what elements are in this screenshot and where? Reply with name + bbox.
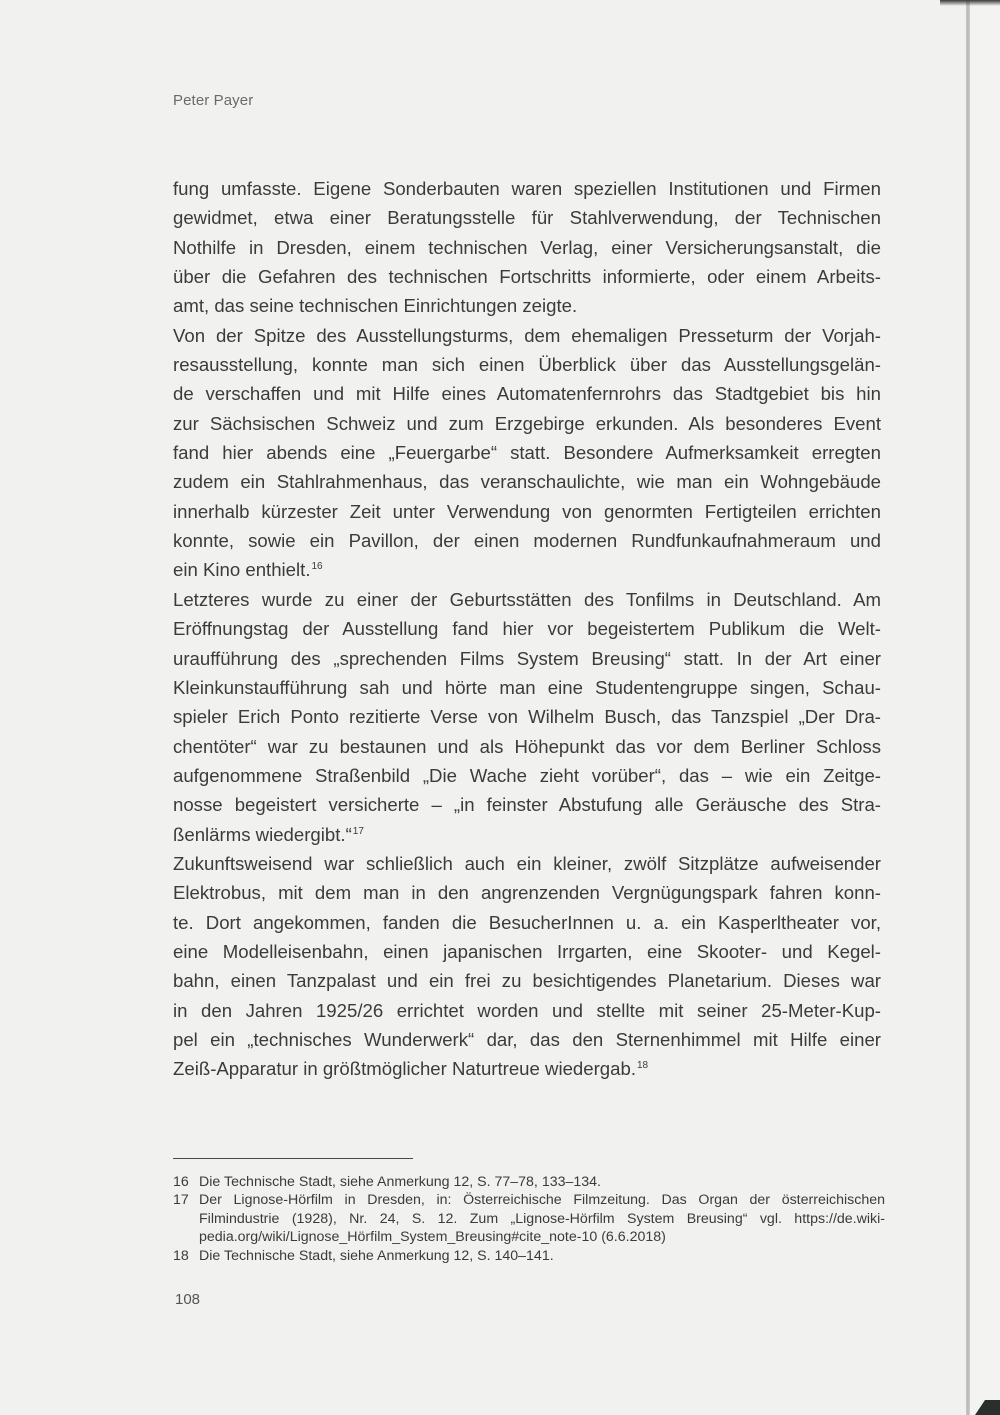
text-line: bahn, einen Tanzpalast und ein frei zu besichtigendes Planetarium. Dieses war <box>173 970 881 992</box>
footnote-ref[interactable]: 16 <box>311 561 323 573</box>
footnote-number: 18 <box>173 1247 189 1264</box>
footnote-line: Der Lignose-Hörfilm in Dresden, in: Österreichische Filmzeitung. Das Organ der österreichischen <box>199 1192 885 1209</box>
footnote-line-with-url[interactable]: Filmindustrie (1928), Nr. 24, S. 12. Zum „Lignose-Hörfilm System Breusing“ vgl. https://de.wiki- <box>199 1210 885 1227</box>
text-line: Zeiß-Apparatur in größtmöglicher Naturtreue wiedergab. <box>173 1058 636 1080</box>
text-line: resausstellung, konnte man sich einen Überblick über das Ausstellungsgelän- <box>173 354 881 376</box>
text-line: eine Modelleisenbahn, einen japanischen Irrgarten, eine Skooter- und Kegel- <box>173 940 881 962</box>
text-line: über die Gefahren des technischen Fortschritts informierte, oder einem Arbeits- <box>173 266 881 288</box>
text-line: spieler Erich Ponto rezitierte Verse von Wilhelm Busch, das Tanzspiel „Der Dra- <box>173 706 881 728</box>
footnote-line: Die Technische Stadt, siehe Anmerkung 12, S. 77–78, 133–134. <box>199 1174 601 1190</box>
footnote-line: Die Technische Stadt, siehe Anmerkung 12, S. 140–141. <box>199 1247 554 1264</box>
text-line: aufgenommene Straßenbild „Die Wache zieht vorüber“, das – wie ein Zeitge- <box>173 764 881 786</box>
text-line: pel ein „technisches Wunderwerk“ dar, das den Sternenhimmel mit Hilfe einer <box>173 1028 881 1050</box>
text-line: uraufführung des „sprechenden Films System Breusing“ statt. In der Art einer <box>173 647 881 669</box>
text-line: ßenlärms wiedergibt.“ <box>173 823 352 845</box>
footnote-16 <box>173 1173 885 1191</box>
text-line: fung umfasste. Eigene Sonderbauten waren speziellen Institutionen und Firmen <box>173 178 881 199</box>
text-line: Zukunftsweisend war schließlich auch ein kleiner, zwölf Sitzplätze aufweisender <box>173 852 881 874</box>
footnote-text <box>199 1191 885 1246</box>
text-line: de verschaffen und mit Hilfe eines Automatenfernrohrs das Stadtgebiet bis hin <box>173 383 881 405</box>
text-line: konnte, sowie ein Pavillon, der einen modernen Rundfunkaufnahmeraum und <box>173 530 881 552</box>
paragraph <box>173 174 881 321</box>
text-line: fand hier abends eine „Feuergarbe“ statt. Besondere Aufmerksamkeit erregten <box>173 442 881 464</box>
text-line: amt, das seine technischen Einrichtungen zeigte. <box>173 295 578 317</box>
paragraph <box>173 849 881 1084</box>
text-line-with-ref <box>173 1054 881 1083</box>
paragraph <box>173 585 881 849</box>
text-line: chentöter“ war zu bestaunen und als Höhepunkt das vor dem Berliner Schloss <box>173 735 881 757</box>
text-line: Kleinkunstaufführung sah und hörte man eine Studentengruppe singen, Schau- <box>173 676 881 698</box>
footnotes <box>173 1173 885 1265</box>
text-line: in den Jahren 1925/26 errichtet worden und stellte mit seiner 25-Meter-Kup- <box>173 999 881 1021</box>
footnote-ref[interactable]: 17 <box>352 825 364 837</box>
text-line: zudem ein Stahlrahmenhaus, das veranschaulichte, wie man ein Wohngebäude <box>173 471 881 493</box>
text-line: innerhalb kürzester Zeit unter Verwendung von genormten Fertigteilen errichten <box>173 500 881 522</box>
page-number: 108 <box>175 1291 201 1308</box>
text-line: Eröffnungstag der Ausstellung fand hier vor begeistertem Publikum die Welt- <box>173 618 881 640</box>
footnote-17 <box>173 1191 885 1246</box>
text-line: zur Sächsischen Schweiz und zum Erzgebirge erkunden. Als besonderes Event <box>173 412 881 434</box>
text-line-with-ref <box>173 555 881 584</box>
scan-shadow-top <box>940 0 1000 6</box>
text-line: ein Kino enthielt. <box>173 559 311 581</box>
footnote-text <box>199 1247 885 1265</box>
text-line: Letzteres wurde zu einer der Geburtsstätten des Tonfilms in Deutschland. Am <box>173 588 881 610</box>
body-text <box>173 174 881 1084</box>
footnote-line-with-url[interactable]: pedia.org/wiki/Lignose_Hörfilm_System_Breusing#cite_note-10 (6.6.2018) <box>199 1229 666 1246</box>
footnote-number: 17 <box>173 1192 189 1209</box>
text-line: Elektrobus, mit dem man in den angrenzenden Vergnügungspark fahren konn- <box>173 882 881 904</box>
text-line: Nothilfe in Dresden, einem technischen Verlag, einer Versicherungsanstalt, die <box>173 236 881 258</box>
running-head: Peter Payer <box>173 92 254 109</box>
text-line: te. Dort angekommen, fanden die BesucherInnen u. a. ein Kasperltheater vor, <box>173 911 881 933</box>
footnote-number: 16 <box>173 1174 189 1190</box>
adjacent-page-edge <box>970 0 1000 1415</box>
paragraph <box>173 321 881 585</box>
footnote-ref[interactable]: 18 <box>636 1060 649 1072</box>
footnote-separator <box>173 1158 413 1159</box>
text-line: gewidmet, etwa einer Beratungsstelle für Stahlverwendung, der Technischen <box>173 207 881 229</box>
text-line: Von der Spitze des Ausstellungsturms, dem ehemaligen Presseturm der Vorjah- <box>173 324 881 346</box>
footnote-18 <box>173 1247 885 1265</box>
text-line: nosse begeistert versicherte – „in feinster Abstufung alle Geräusche des Stra- <box>173 794 881 816</box>
text-line-with-ref <box>173 820 881 849</box>
footnote-text <box>199 1173 885 1191</box>
